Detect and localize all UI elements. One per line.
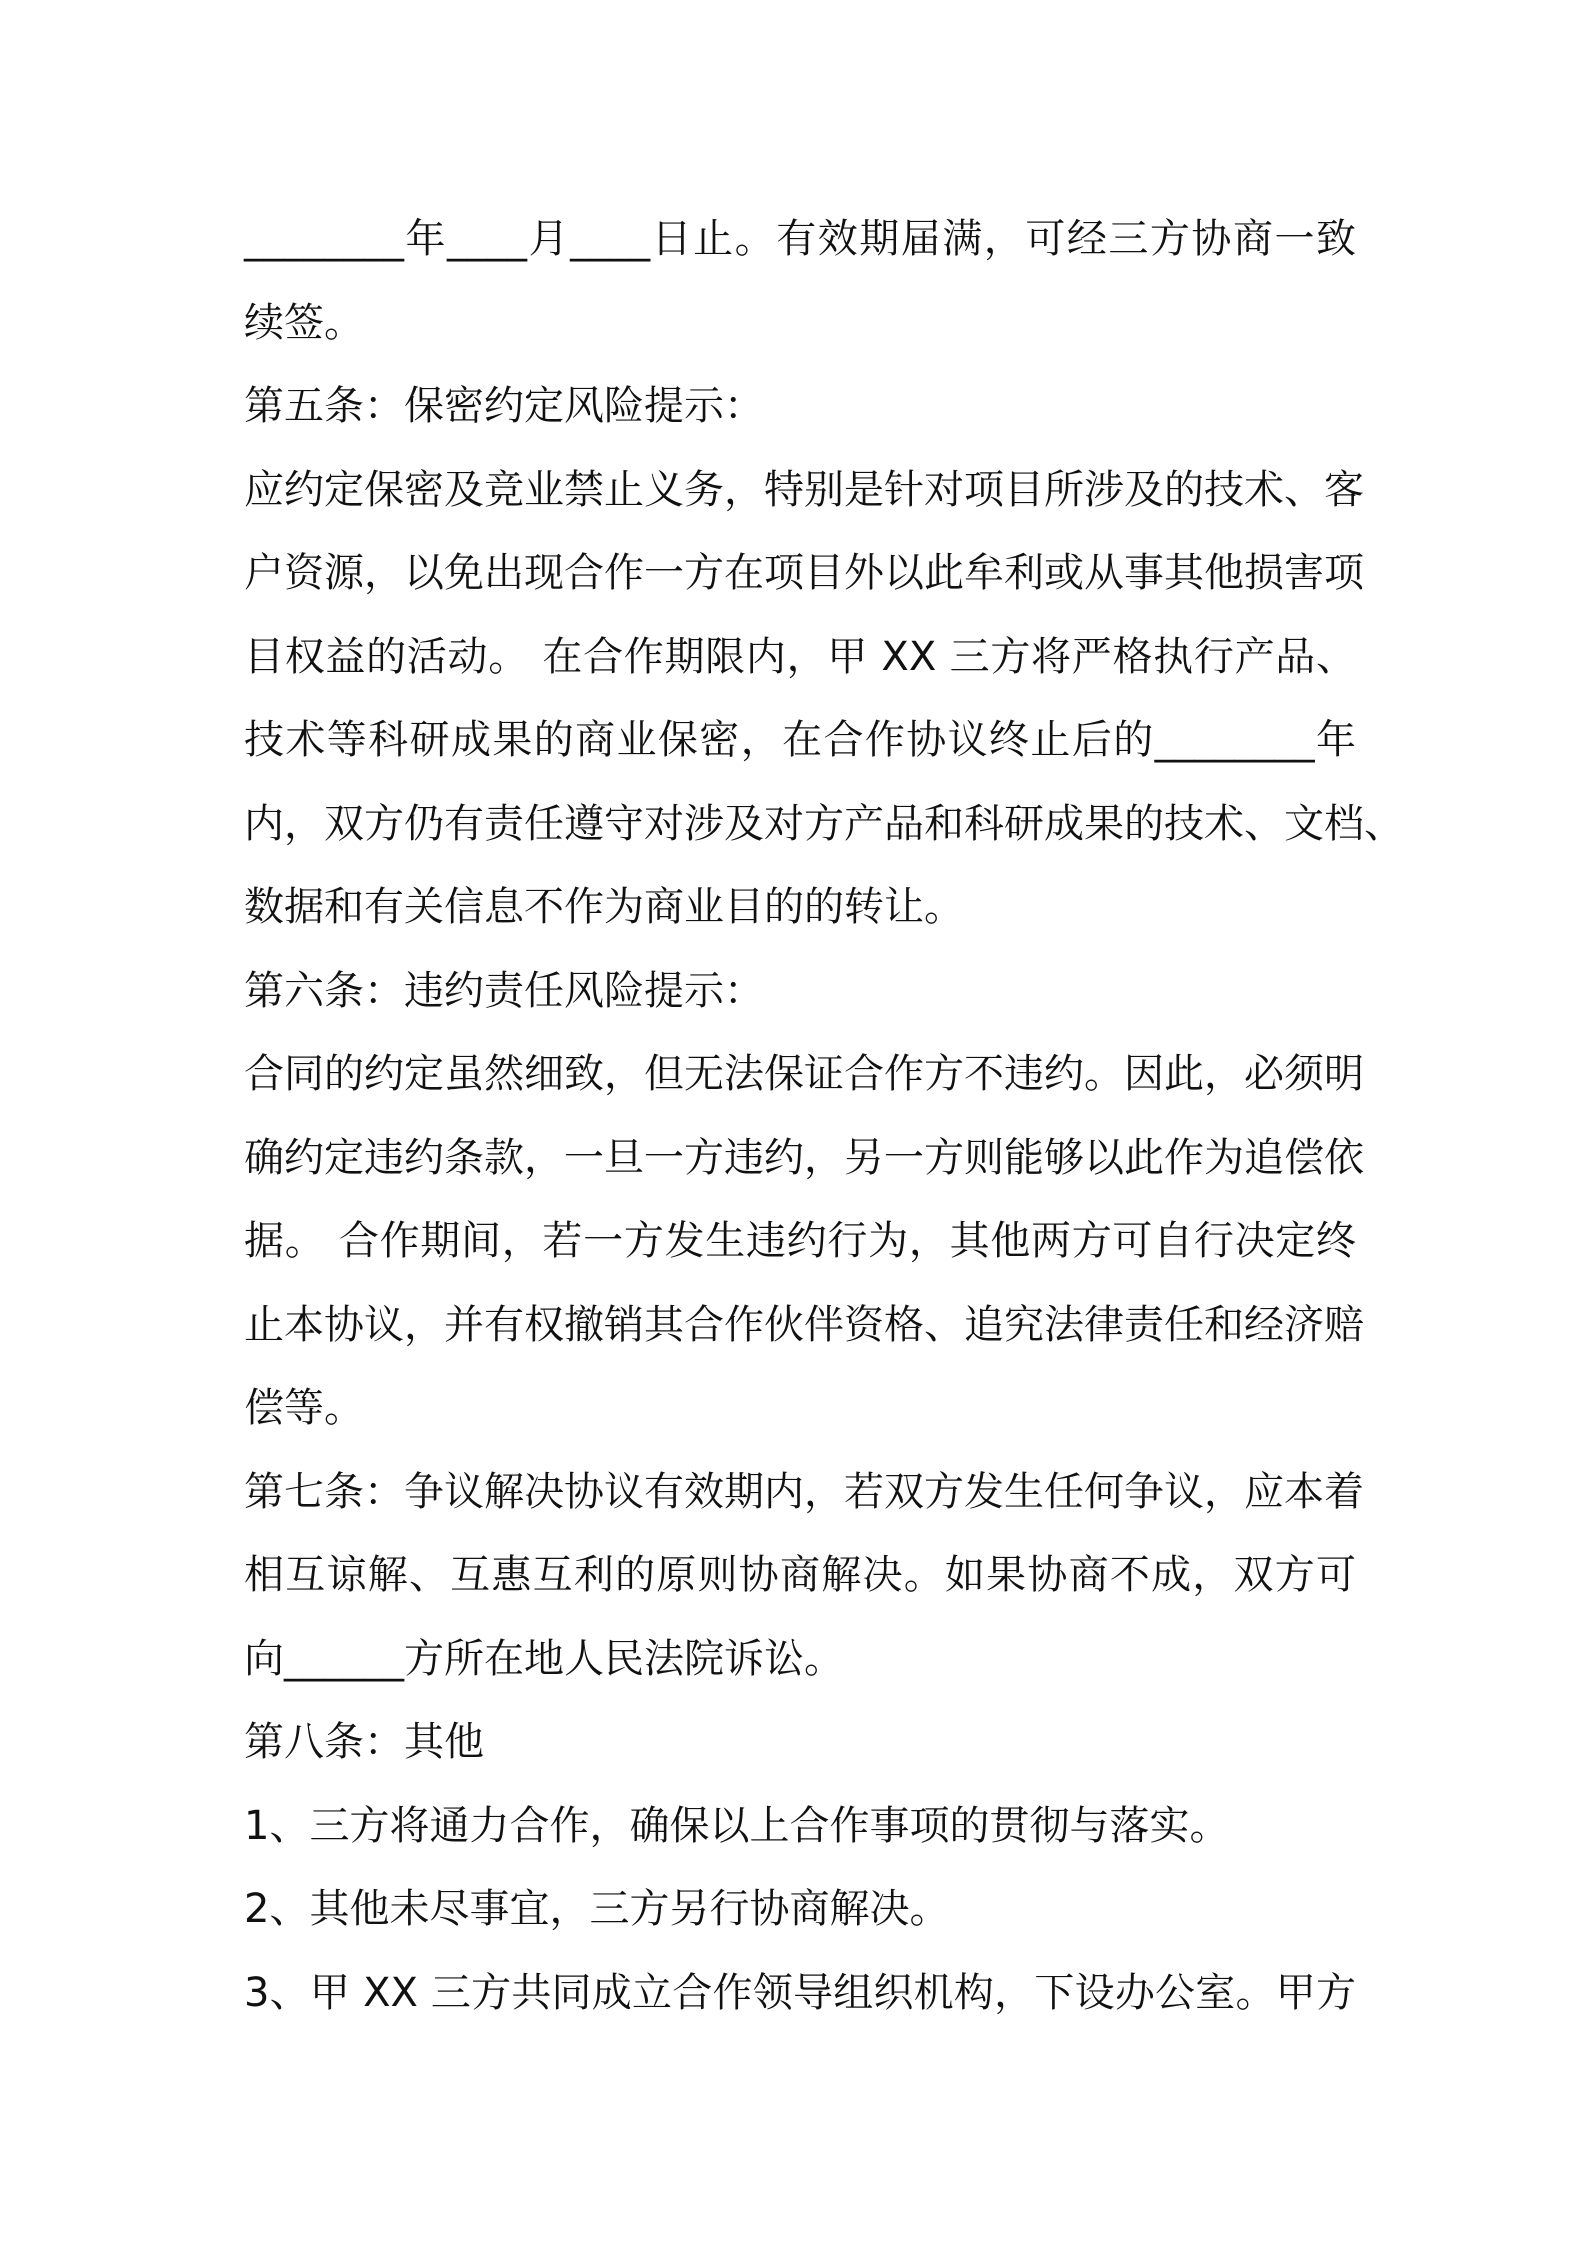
text-line: 3、甲 XX 三方共同成立合作领导组织机构，下设办公室。甲方 — [244, 1969, 1356, 2016]
text-line: 向______方所在地人民法院诉讼。 — [244, 1635, 844, 1682]
document-body — [244, 198, 1404, 2035]
text-line: 续签。 — [244, 299, 364, 346]
text-line: 第七条：争议解决协议有效期内，若双方发生任何争议，应本着 — [244, 1468, 1364, 1515]
text-line: 据。 合作期间，若一方发生违约行为，其他两方可自行决定终 — [244, 1218, 1356, 1264]
text-line: 止本协议，并有权撤销其合作伙伴资格、追究法律责任和经济赔 — [244, 1301, 1364, 1348]
text-line: 内，双方仍有责任遵守对涉及对方产品和科研成果的技术、文档、 — [244, 800, 1404, 847]
text-line: 技术等科研成果的商业保密，在合作协议终止后的________年 — [244, 717, 1356, 763]
text-line: 确约定违约条款，一旦一方违约，另一方则能够以此作为追偿依 — [244, 1134, 1364, 1181]
text-line: ________年____月____日止。有效期届满，可经三方协商一致 — [244, 216, 1356, 262]
text-line: 2、其他未尽事宜，三方另行协商解决。 — [244, 1886, 950, 1932]
text-line: 相互谅解、互惠互利的原则协商解决。如果协商不成，双方可 — [244, 1552, 1356, 1598]
text-line: 合同的约定虽然细致，但无法保证合作方不违约。因此，必须明 — [244, 1051, 1364, 1097]
text-line: 目权益的活动。 在合作期限内，甲 XX 三方将严格执行产品、 — [244, 633, 1356, 680]
text-line: 应约定保密及竞业禁止义务，特别是针对项目所涉及的技术、客 — [244, 466, 1364, 513]
text-line: 第六条：违约责任风险提示： — [244, 967, 764, 1014]
text-line: 第八条：其他 — [244, 1719, 484, 1765]
text-line: 户资源，以免出现合作一方在项目外以此牟利或从事其他损害项 — [244, 550, 1364, 596]
text-line: 偿等。 — [244, 1385, 364, 1431]
text-line: 第五条：保密约定风险提示： — [244, 383, 764, 429]
text-line: 1、三方将通力合作，确保以上合作事项的贯彻与落实。 — [244, 1802, 1230, 1849]
text-line: 数据和有关信息不作为商业目的的转让。 — [244, 884, 964, 930]
